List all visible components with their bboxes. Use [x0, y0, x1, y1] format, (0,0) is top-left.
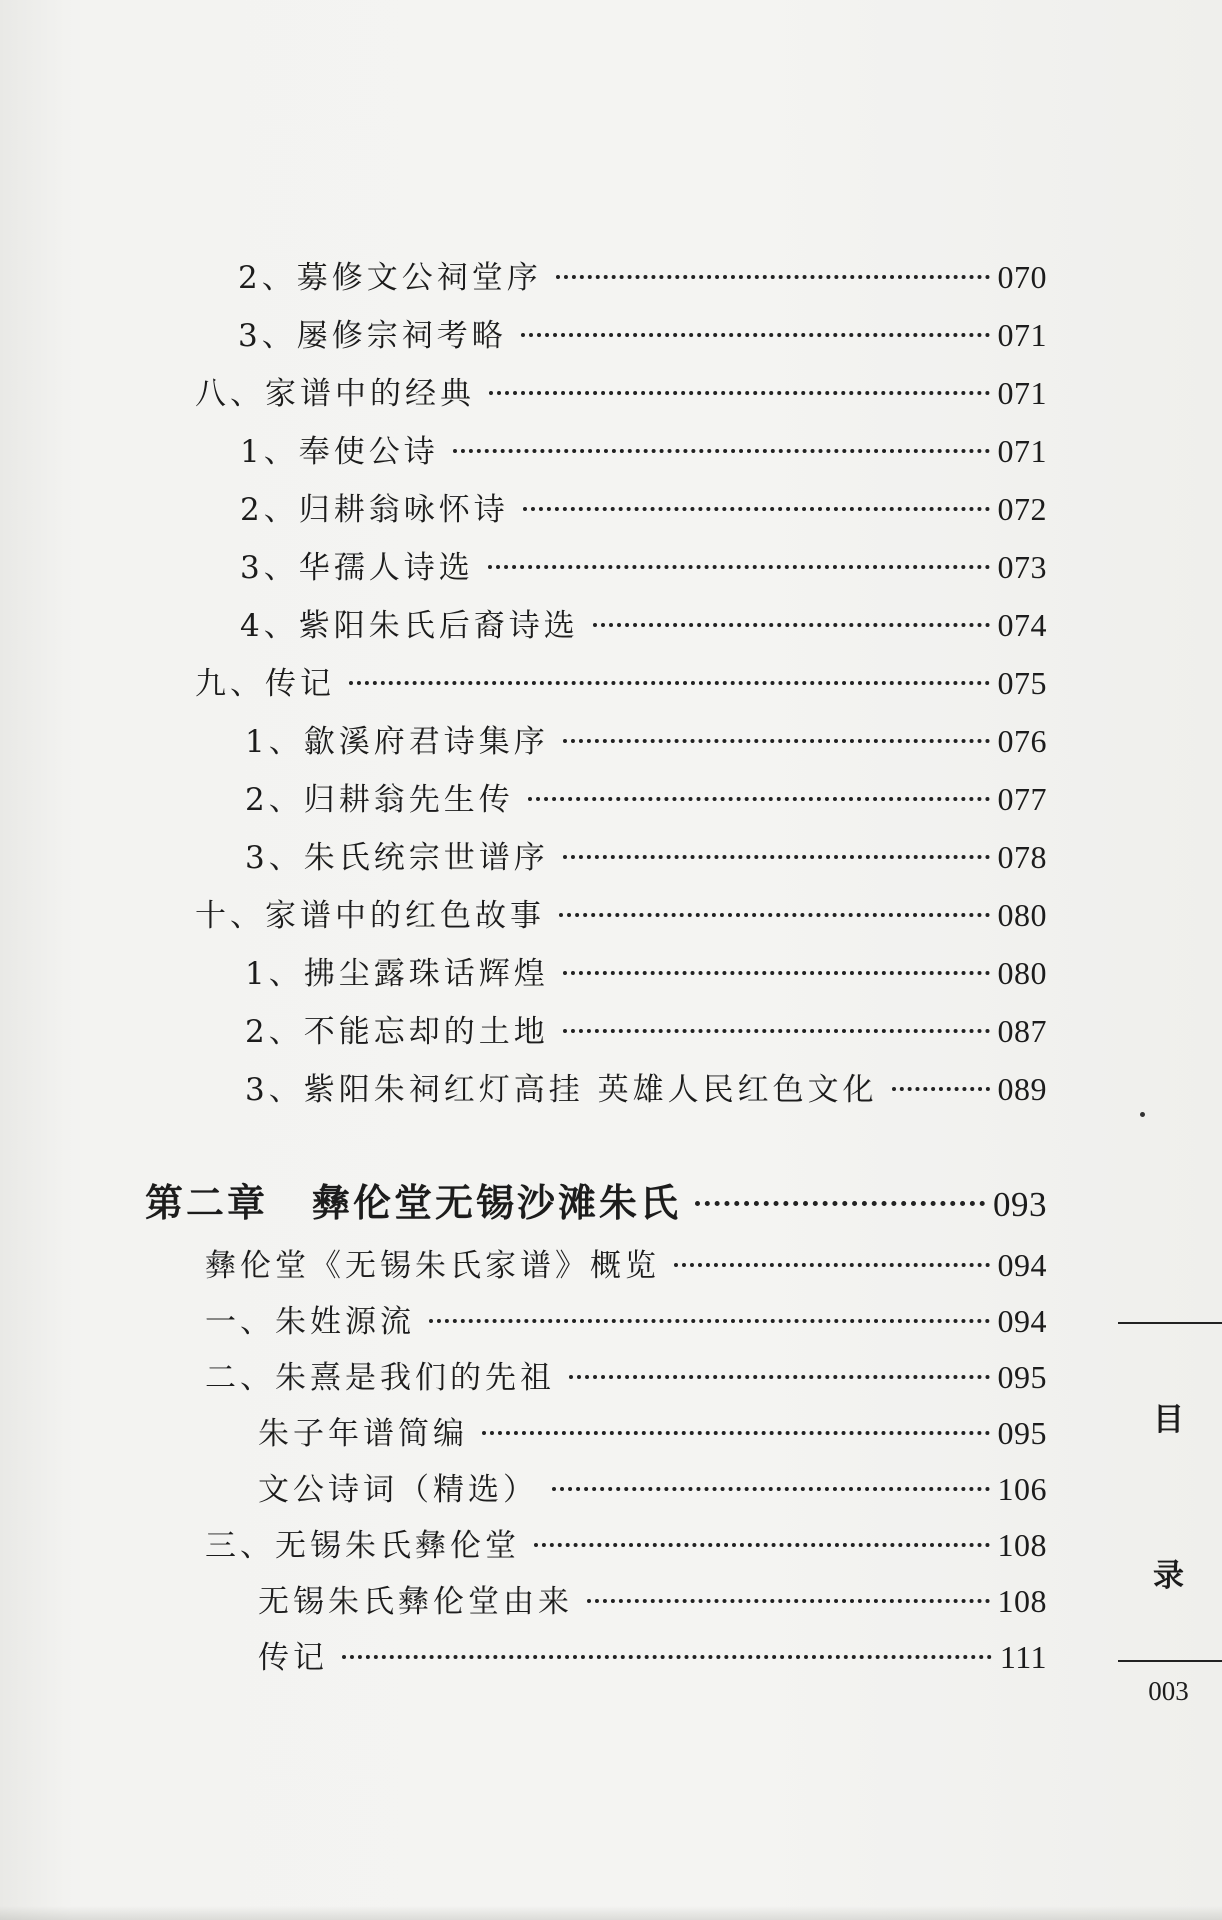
- toc-entry-title: 3、朱氏统宗世谱序: [245, 840, 549, 876]
- dot-leader: [528, 797, 990, 801]
- toc-entry-page: 071: [997, 375, 1047, 411]
- page-number: 003: [1148, 1676, 1189, 1706]
- dot-leader: [563, 739, 990, 743]
- toc-entry: [205, 1296, 1047, 1341]
- dot-leader: [563, 971, 990, 975]
- toc-entry-title: 1、歙溪府君诗集序: [245, 724, 549, 760]
- toc-entry: [205, 1520, 1047, 1565]
- dot-leader: [695, 1201, 985, 1206]
- toc-entry: [245, 1006, 1047, 1051]
- chapter-title: [145, 1172, 681, 1227]
- toc-entry-page: 071: [997, 317, 1047, 353]
- dot-leader: [342, 1655, 992, 1659]
- toc-entry-title: 九、传记: [195, 666, 335, 702]
- toc-entry-title: 八、家谱中的经典: [195, 376, 475, 412]
- toc-entry-title: 文公诗词（精选）: [258, 1472, 538, 1508]
- toc-entry: [195, 658, 1047, 703]
- dot-leader: [489, 391, 990, 395]
- toc-entry: [195, 368, 1047, 413]
- toc-entry: [245, 774, 1047, 819]
- toc-entry-page: 080: [997, 897, 1047, 933]
- dot-leader: [488, 565, 990, 569]
- toc-entry: [240, 600, 1047, 645]
- print-speck: [1140, 1112, 1145, 1117]
- toc-entry: [238, 252, 1047, 297]
- toc-entry-page: 087: [997, 1013, 1047, 1049]
- dot-leader: [563, 855, 990, 859]
- dot-leader: [523, 507, 990, 511]
- chapter-name: 彝伦堂无锡沙滩朱氏: [312, 1181, 682, 1225]
- toc-entry-title: 3、屡修宗祠考略: [238, 318, 507, 354]
- dot-leader: [482, 1431, 990, 1435]
- toc-entry: [205, 1240, 1047, 1285]
- side-label-lu: 录: [1153, 1558, 1184, 1594]
- toc-entry-title: 传记: [258, 1640, 328, 1676]
- toc-entry-title: 1、拂尘露珠话辉煌: [245, 956, 549, 992]
- toc-entry-page: 095: [997, 1415, 1047, 1451]
- toc-entry: [245, 1064, 1047, 1109]
- toc-entry-title: 2、归耕翁咏怀诗: [240, 492, 509, 528]
- toc-entry-title: 二、朱熹是我们的先祖: [205, 1360, 555, 1396]
- dot-leader: [534, 1543, 990, 1547]
- dot-leader: [453, 449, 990, 453]
- toc-entry-page: 108: [997, 1527, 1047, 1563]
- chapter-page: 093: [993, 1185, 1047, 1224]
- toc-entry-page: 076: [997, 723, 1047, 759]
- toc-entry-page: 074: [997, 607, 1047, 643]
- toc-entry-page: 106: [997, 1471, 1047, 1507]
- toc-entry: [245, 948, 1047, 993]
- toc-entry: [245, 716, 1047, 761]
- dot-leader: [552, 1487, 990, 1491]
- toc-entry-title: 三、无锡朱氏彝伦堂: [205, 1528, 520, 1564]
- dot-leader: [429, 1319, 990, 1323]
- toc-entry-title: 4、紫阳朱氏后裔诗选: [240, 608, 579, 644]
- toc-entry: [195, 890, 1047, 935]
- toc-entry-title: 3、华孺人诗选: [240, 550, 474, 586]
- toc-entry-title: 无锡朱氏彝伦堂由来: [258, 1584, 573, 1620]
- toc-entry-title: 彝伦堂《无锡朱氏家谱》概览: [205, 1248, 660, 1284]
- toc-entry-page: 073: [997, 549, 1047, 585]
- toc-entry-page: 095: [997, 1359, 1047, 1395]
- chapter-label: 第二章: [145, 1181, 269, 1225]
- toc-entry-title: 2、募修文公祠堂序: [238, 260, 542, 296]
- side-label-mu: 目: [1153, 1402, 1184, 1438]
- toc-entry-page: 078: [997, 839, 1047, 875]
- toc-entry-page: 094: [997, 1303, 1047, 1339]
- toc-entry-page: 070: [997, 259, 1047, 295]
- toc-entry: [240, 426, 1047, 471]
- dot-leader: [349, 681, 990, 685]
- toc-entry: [238, 310, 1047, 355]
- toc-entry: [245, 832, 1047, 877]
- toc-entry: [258, 1576, 1047, 1621]
- dot-leader: [521, 333, 990, 337]
- page-bottom-edge: [0, 1906, 1222, 1920]
- toc-entry-page: 071: [997, 433, 1047, 469]
- toc-entry-page: 108: [997, 1583, 1047, 1619]
- dot-leader: [587, 1599, 990, 1603]
- toc-entry-page: 077: [997, 781, 1047, 817]
- toc-entry-page: 089: [997, 1071, 1047, 1107]
- toc-entry: [240, 542, 1047, 587]
- toc-entry-title: 2、不能忘却的土地: [245, 1014, 549, 1050]
- toc-entry-page: 111: [999, 1639, 1047, 1675]
- toc-entry: [205, 1352, 1047, 1397]
- dot-leader: [563, 1029, 990, 1033]
- toc-entry-title: 朱子年谱简编: [258, 1416, 468, 1452]
- toc-entry: [258, 1408, 1047, 1453]
- toc-entry-page: 072: [997, 491, 1047, 527]
- dot-leader: [892, 1087, 990, 1091]
- dot-leader: [556, 275, 990, 279]
- dot-leader: [593, 623, 990, 627]
- toc-entry-title: 1、奉使公诗: [240, 434, 439, 470]
- dot-leader: [569, 1375, 990, 1379]
- side-rule-top: [1118, 1322, 1222, 1324]
- dot-leader: [559, 913, 990, 917]
- toc-entry-title: 一、朱姓源流: [205, 1304, 415, 1340]
- side-rule-bottom: [1118, 1660, 1222, 1662]
- chapter-heading: [145, 1172, 1047, 1227]
- dot-leader: [674, 1263, 990, 1267]
- toc-entry-title: 3、紫阳朱祠红灯高挂 英雄人民红色文化: [245, 1072, 878, 1108]
- toc-entry: [258, 1464, 1047, 1509]
- toc-entry-title: 2、归耕翁先生传: [245, 782, 514, 818]
- toc-entry-page: 080: [997, 955, 1047, 991]
- toc-entry-title: 十、家谱中的红色故事: [195, 898, 545, 934]
- toc-entry: [240, 484, 1047, 529]
- toc-entry-page: 075: [997, 665, 1047, 701]
- toc-entry: [258, 1632, 1047, 1677]
- toc-entry-page: 094: [997, 1247, 1047, 1283]
